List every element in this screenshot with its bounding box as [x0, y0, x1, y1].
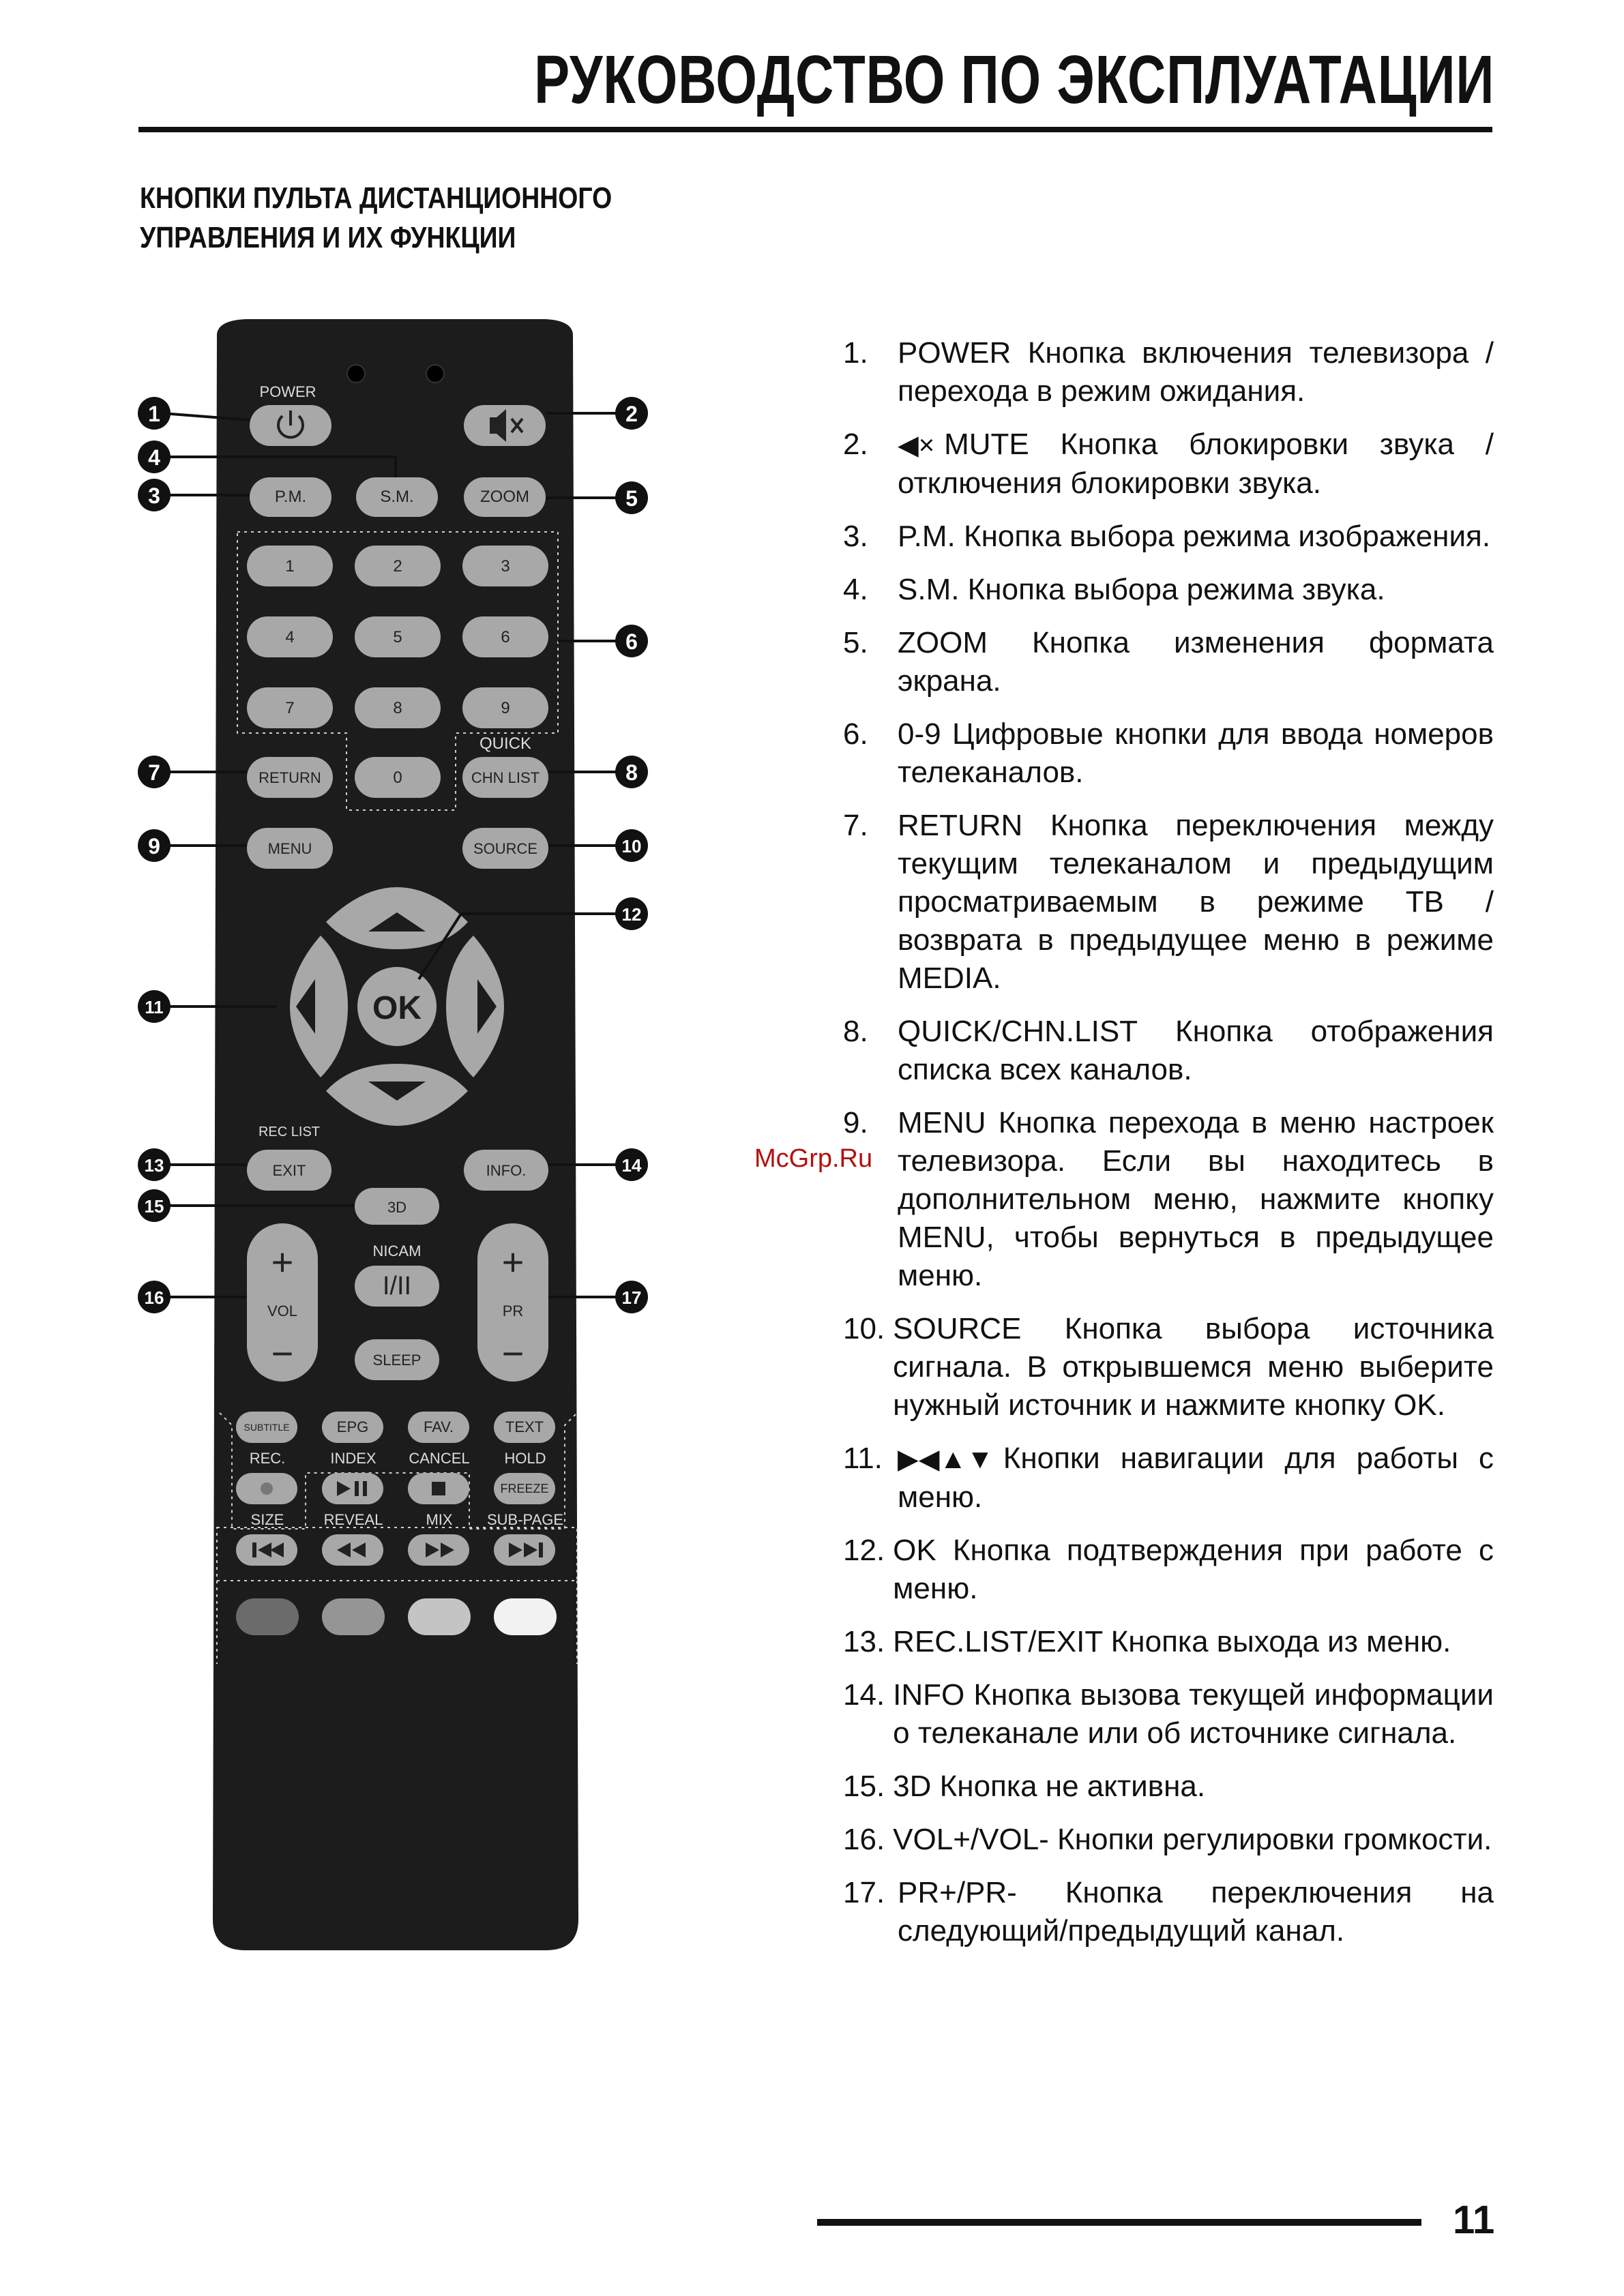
- list-item: [843, 1768, 1494, 1806]
- item-number: 14.: [843, 1678, 885, 1712]
- mix-label: MIX: [426, 1511, 453, 1528]
- item-number: 11.: [843, 1442, 883, 1475]
- item-number: 15.: [843, 1770, 885, 1803]
- power-label: POWER: [259, 383, 316, 400]
- exit-label: EXIT: [272, 1162, 306, 1179]
- callout-7: 7: [148, 760, 160, 785]
- item-text: P.M. Кнопка выбора режима изображения.: [898, 520, 1491, 553]
- item-number: 17.: [843, 1876, 885, 1909]
- pm-label: P.M.: [274, 488, 307, 506]
- item-number: 16.: [843, 1823, 885, 1856]
- callout-14: 14: [621, 1155, 642, 1176]
- 3d-label: 3D: [387, 1199, 407, 1216]
- ok-label: OK: [372, 990, 422, 1026]
- digit-label-1: 1: [285, 557, 295, 576]
- item-text: REC.LIST/EXIT Кнопка выхода из меню.: [893, 1625, 1451, 1658]
- text-label: TEXT: [505, 1418, 544, 1435]
- subtitle-label: SUBTITLE: [243, 1422, 290, 1433]
- list-item: [843, 715, 1494, 792]
- item-number: 5.: [843, 626, 868, 659]
- list-item: [843, 571, 1494, 609]
- rec-label: REC.: [249, 1450, 286, 1467]
- quick-label: QUICK: [479, 734, 532, 753]
- epg-label: EPG: [336, 1418, 369, 1435]
- item-text: VOL+/VOL- Кнопки регулировки громкости.: [893, 1823, 1492, 1856]
- list-item: [843, 1104, 1494, 1295]
- item-text: ZOOM Кнопка изменения формата экрана.: [898, 626, 1494, 698]
- color-button-yellow[interactable]: [408, 1598, 471, 1635]
- item-text: INFO Кнопка вызова текущей информации о телеканале или об источнике сигнала.: [893, 1678, 1494, 1750]
- digit-label-5: 5: [393, 628, 402, 646]
- watermark: McGrp.Ru: [754, 1144, 873, 1173]
- callout-2: 2: [625, 402, 638, 426]
- item-text: OK Кнопка подтверждения при работе с меню.: [893, 1534, 1494, 1605]
- item-text: RETURN Кнопка переключения между текущим телеканалом и предыдущим просматриваемым в режиме ТВ / возврата в предыдущее меню в режиме MEDIA.: [898, 809, 1494, 995]
- color-button-red[interactable]: [236, 1598, 299, 1635]
- callout-1: 1: [148, 402, 160, 426]
- description-list: [843, 334, 1494, 1965]
- source-label: SOURCE: [473, 840, 538, 857]
- chn-list-label: CHN LIST: [471, 769, 540, 786]
- pr-minus-label: −: [501, 1332, 525, 1375]
- list-item: [843, 624, 1494, 700]
- navigation-arrows-icon: ▶◀▲▼: [898, 1444, 994, 1474]
- color-button-blue[interactable]: [494, 1598, 557, 1635]
- item-number: 12.: [843, 1534, 885, 1567]
- fav-label: FAV.: [423, 1418, 454, 1435]
- item-text: POWER Кнопка включения телевизора / перехода в режим ожидания.: [898, 336, 1494, 408]
- callout-3: 3: [148, 483, 160, 508]
- digit-label-3: 3: [501, 557, 510, 576]
- vol-minus-label: −: [271, 1332, 294, 1375]
- return-label: RETURN: [259, 769, 321, 786]
- nicam-label: NICAM: [372, 1242, 422, 1259]
- item-text: MENU Кнопка перехода в меню настроек телевизора. Если вы находитесь в дополнительном меню, нажмите кнопку MENU, чтобы вернуться в предыдущее меню.: [898, 1106, 1494, 1292]
- item-text: S.M. Кнопка выбора режима звука.: [898, 573, 1385, 606]
- callout-15: 15: [144, 1196, 164, 1217]
- list-item: [843, 1013, 1494, 1089]
- stop-icon: [432, 1482, 445, 1495]
- callout-13: 13: [144, 1155, 164, 1176]
- cancel-label: CANCEL: [409, 1450, 470, 1467]
- item-text: 0-9 Цифровые кнопки для ввода номеров телеканалов.: [898, 717, 1494, 789]
- digit-label-4: 4: [285, 628, 295, 646]
- item-number: 7.: [843, 809, 868, 842]
- callout-10: 10: [621, 836, 642, 856]
- list-item: [843, 1440, 1494, 1517]
- item-number: 8.: [843, 1015, 868, 1048]
- callout-5: 5: [625, 486, 638, 511]
- digit-label-2: 2: [393, 557, 402, 576]
- item-number: 4.: [843, 573, 868, 606]
- ir-sensor-left: [347, 365, 365, 383]
- list-item: [843, 334, 1494, 411]
- list-item: [843, 1874, 1494, 1950]
- digit-label-9: 9: [501, 699, 510, 717]
- pr-label: PR: [502, 1302, 524, 1320]
- item-number: 13.: [843, 1625, 885, 1658]
- menu-label: MENU: [267, 840, 312, 857]
- reveal-label: REVEAL: [323, 1511, 383, 1528]
- play-pause-button[interactable]: [322, 1473, 383, 1504]
- digit-label-0: 0: [393, 769, 402, 787]
- list-item: [843, 518, 1494, 556]
- info-label: INFO.: [486, 1162, 527, 1179]
- vol-label: VOL: [267, 1302, 298, 1320]
- item-number: 3.: [843, 520, 868, 553]
- freeze-label: FREEZE: [500, 1482, 549, 1495]
- ir-sensor-right: [426, 365, 444, 383]
- section-heading-line1: КНОПКИ ПУЛЬТА ДИСТАНЦИОННОГО: [140, 181, 612, 215]
- list-item: [843, 1821, 1494, 1859]
- index-label: INDEX: [330, 1450, 377, 1467]
- remote-illustration: [0, 0, 682, 2296]
- digit-label-8: 8: [393, 699, 402, 717]
- callout-8: 8: [625, 760, 638, 785]
- list-item: [843, 807, 1494, 998]
- pr-plus-label: +: [501, 1240, 525, 1283]
- item-text: PR+/PR- Кнопка переключения на следующий/предыдущий канал.: [898, 1876, 1494, 1948]
- callout-17: 17: [621, 1287, 642, 1308]
- item-number: 10.: [843, 1312, 885, 1345]
- footer-rule: [817, 2219, 1421, 2226]
- callout-16: 16: [144, 1287, 164, 1308]
- size-label: SIZE: [250, 1511, 284, 1528]
- zoom-label: ZOOM: [480, 488, 529, 506]
- digit-label-7: 7: [285, 699, 295, 717]
- hold-label: HOLD: [504, 1450, 546, 1467]
- list-item: [843, 1310, 1494, 1425]
- item-number: 9.: [843, 1106, 868, 1139]
- list-item: [843, 1532, 1494, 1608]
- page-number: 11: [1453, 2198, 1495, 2242]
- callout-12: 12: [621, 904, 642, 925]
- item-text: Кнопки навигации для работы с меню.: [898, 1442, 1494, 1514]
- callout-11: 11: [145, 997, 164, 1017]
- subpage-label: SUB-PAGE: [486, 1511, 564, 1528]
- item-text: QUICK/CHN.LIST Кнопка отображения списка всех каналов.: [898, 1015, 1494, 1086]
- rec-list-label: REC LIST: [258, 1124, 321, 1139]
- list-item: [843, 1623, 1494, 1661]
- item-number: 6.: [843, 717, 868, 751]
- callout-6: 6: [625, 629, 638, 654]
- sm-label: S.M.: [380, 488, 414, 506]
- nicam-button-label: I/II: [382, 1272, 412, 1300]
- color-button-green[interactable]: [322, 1598, 385, 1635]
- item-text: SOURCE Кнопка выбора источника сигнала. В открывшемся меню выберите нужный источник и нажмите кнопку OK.: [893, 1312, 1494, 1422]
- item-text: 3D Кнопка не активна.: [893, 1770, 1206, 1803]
- item-text: MUTE Кнопка блокировки звука / отключения блокировки звука.: [898, 428, 1494, 500]
- list-item: [843, 1676, 1494, 1753]
- item-number: 2.: [843, 428, 868, 461]
- callout-9: 9: [148, 834, 160, 859]
- item-number: 1.: [843, 336, 868, 370]
- vol-plus-label: +: [271, 1240, 294, 1283]
- sleep-label: SLEEP: [372, 1352, 422, 1369]
- digit-label-6: 6: [501, 628, 510, 646]
- record-icon: [261, 1482, 273, 1495]
- section-heading-line2: УПРАВЛЕНИЯ И ИХ ФУНКЦИИ: [140, 221, 516, 254]
- list-item: [843, 426, 1494, 503]
- callout-4: 4: [148, 445, 160, 470]
- mute-icon: ◀×: [898, 430, 935, 460]
- page-title: РУКОВОДСТВО ПО ЭКСПЛУАТАЦИИ: [533, 42, 1494, 118]
